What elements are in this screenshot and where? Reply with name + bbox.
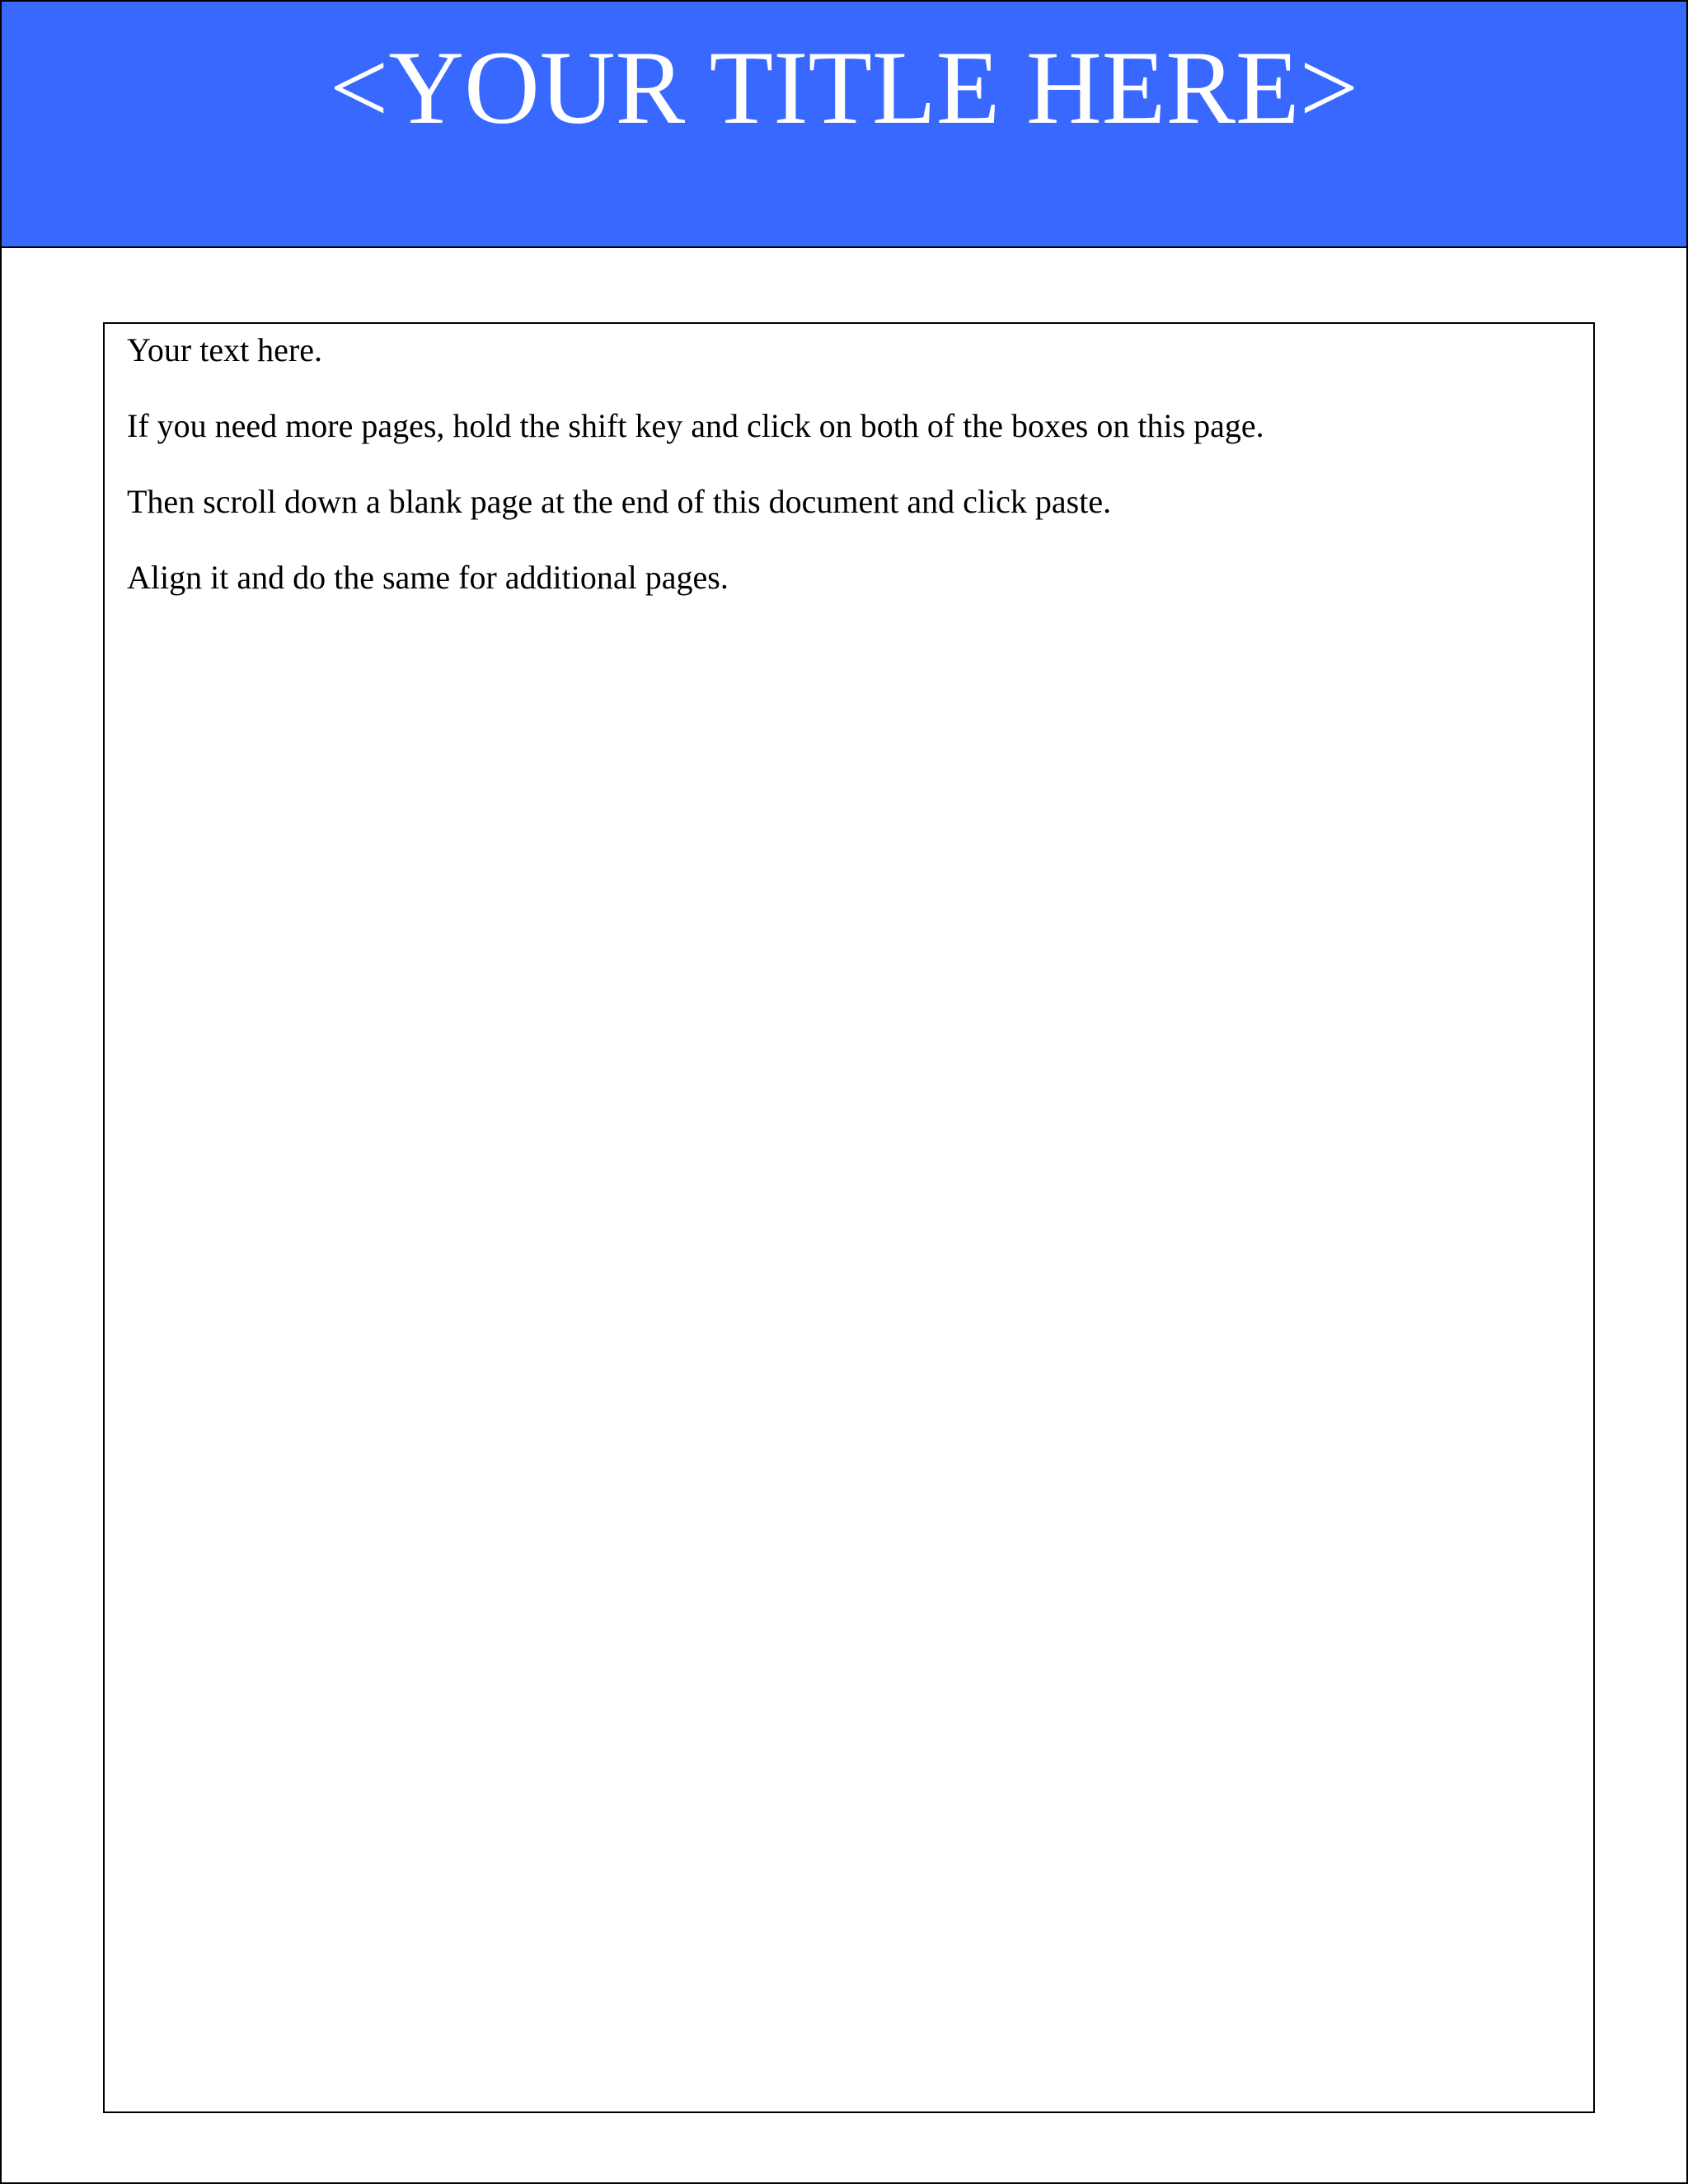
body-paragraph-3: Then scroll down a blank page at the end of this document and click paste. — [127, 483, 1112, 520]
page-title: <YOUR TITLE HERE> — [329, 30, 1359, 146]
text-box[interactable] — [103, 322, 1595, 2113]
title-banner — [2, 2, 1686, 248]
body-paragraph-4: Align it and do the same for additional pages. — [127, 559, 729, 596]
body-paragraph-2: If you need more pages, hold the shift key and click on both of the boxes on this page. — [127, 407, 1264, 444]
body-paragraph-1: Your text here. — [127, 331, 323, 368]
